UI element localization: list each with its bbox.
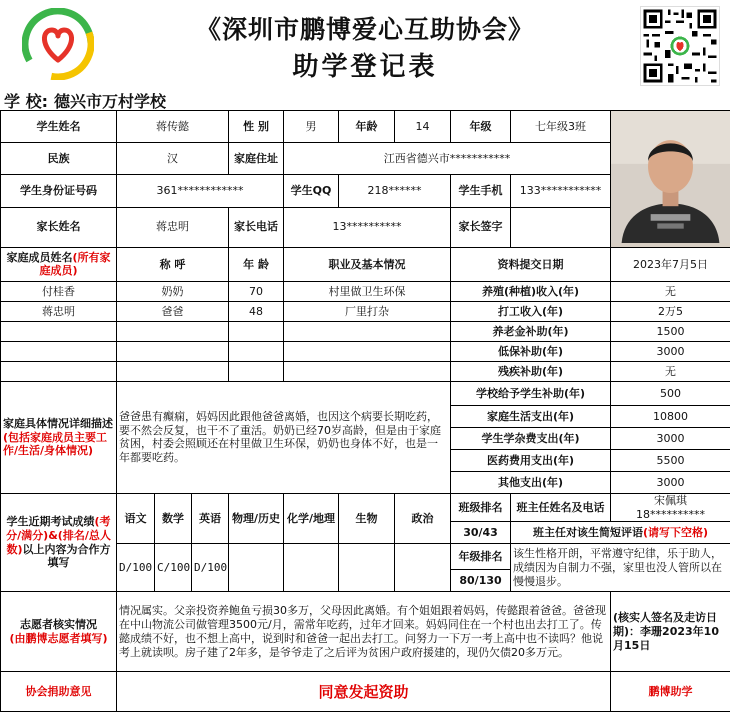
finance-value-8[interactable]: 3000 xyxy=(611,427,730,449)
member-3-age[interactable] xyxy=(229,321,284,341)
finance-value-7[interactable]: 10800 xyxy=(611,405,730,427)
title-line2: 助学登记表 xyxy=(292,52,438,82)
member-2-age[interactable]: 48 xyxy=(229,301,284,321)
volunteer-label xyxy=(1,592,117,672)
address-label: 家庭住址 xyxy=(229,143,284,175)
member-5-relation[interactable] xyxy=(117,361,229,381)
member-4-name[interactable] xyxy=(1,341,117,361)
exam-label xyxy=(1,493,117,592)
situation-label xyxy=(1,381,117,493)
member-4-relation[interactable] xyxy=(117,341,229,361)
score-politics[interactable] xyxy=(395,544,451,592)
situation-description[interactable]: 爸爸患有癫痫，妈妈因此跟他爸爸离婚，也因这个病要长期吃药，要不然会反复，也干不了重活。奶奶已经70岁高龄，但是由于家庭贫困，村委会照顾还在村里做卫生环保，奶奶也身体不好，也是一年都要吃药。 xyxy=(117,381,451,493)
member-1-age[interactable]: 70 xyxy=(229,281,284,301)
score-math[interactable]: C/100 xyxy=(155,544,192,592)
parent-phone[interactable]: 13********** xyxy=(284,207,451,247)
volunteer-report[interactable]: 情况属实。父亲投资养鲍鱼亏损30多万，父母因此离婚。有个姐姐跟着妈妈，传懿跟着爸爸。爸爸现在中山物流公司做管理3500元/月，需常年吃药，过年才回来。妈妈同住在一个村也出去打工了。传懿成绩不好，也不想上高中，说到时和爸爸一起出去打工。问努力一下万一考上高中也不读吗？他说考上就读呗。房子建了2年多，是爷爷走了之后评为贫困户政府援建的，现仍欠债20多万元。 xyxy=(117,592,611,672)
member-5-name[interactable] xyxy=(1,361,117,381)
family-label-note: (所有家庭成员) xyxy=(39,250,111,278)
comment-label xyxy=(511,522,730,544)
grade[interactable]: 七年级3班 xyxy=(511,111,611,143)
student-name[interactable]: 蒋传懿 xyxy=(117,111,229,143)
phone-label: 学生手机 xyxy=(451,175,511,207)
member-3-job[interactable] xyxy=(284,321,451,341)
situation-label-text: 家庭具体情况详细描述 xyxy=(3,416,113,430)
finance-value-9[interactable]: 5500 xyxy=(611,449,730,471)
subject-chinese: 语文 xyxy=(117,493,155,544)
finance-label-3: 养老金补助(年) xyxy=(451,321,611,341)
student-name-label: 学生姓名 xyxy=(1,111,117,143)
association-opinion-label: 协会捐助意见 xyxy=(1,672,117,712)
family-members-label xyxy=(1,247,117,281)
member-2-job[interactable]: 厂里打杂 xyxy=(284,301,451,321)
subject-physics-history: 物理/历史 xyxy=(229,493,284,544)
teacher-name: 宋佩琪 xyxy=(654,493,688,507)
score-chinese[interactable]: D/100 xyxy=(117,544,155,592)
gender-label: 性 别 xyxy=(229,111,284,143)
age-label: 年龄 xyxy=(339,111,395,143)
school-label: 学 校: xyxy=(4,92,48,111)
member-2-relation[interactable]: 爸爸 xyxy=(117,301,229,321)
finance-label-8: 学生学杂费支出(年) xyxy=(451,427,611,449)
score-biology[interactable] xyxy=(339,544,395,592)
parent-sign[interactable] xyxy=(511,207,611,247)
member-2-name[interactable]: 蒋忠明 xyxy=(1,301,117,321)
id-number[interactable]: 361************ xyxy=(117,175,284,207)
finance-value-3[interactable]: 1500 xyxy=(611,321,730,341)
association-opinion[interactable]: 同意发起资助 xyxy=(117,672,611,712)
finance-value-2[interactable]: 2万5 xyxy=(611,301,730,321)
student-photo xyxy=(611,111,730,248)
class-rank-label: 班级排名 xyxy=(451,493,511,522)
gender[interactable]: 男 xyxy=(284,111,339,143)
situation-label-note: (包括家庭成员主要工作/生活/身体情况) xyxy=(3,430,108,458)
member-4-job[interactable] xyxy=(284,341,451,361)
member-3-name[interactable] xyxy=(1,321,117,341)
finance-label-10: 其他支出(年) xyxy=(451,471,611,493)
qq-label: 学生QQ xyxy=(284,175,339,207)
family-col-job: 职业及基本情况 xyxy=(284,247,451,281)
score-english[interactable]: D/100 xyxy=(192,544,229,592)
member-1-job[interactable]: 村里做卫生环保 xyxy=(284,281,451,301)
parent-name-label: 家长姓名 xyxy=(1,207,117,247)
qr-code-icon[interactable] xyxy=(640,6,720,86)
association-logo xyxy=(22,8,94,80)
parent-sign-label: 家长签字 xyxy=(451,207,511,247)
finance-label-5: 残疾补助(年) xyxy=(451,361,611,381)
teacher-contact[interactable] xyxy=(611,493,730,522)
parent-name[interactable]: 蒋忠明 xyxy=(117,207,229,247)
exam-label-text: 学生近期考试成绩 xyxy=(6,515,95,529)
qq[interactable]: 218****** xyxy=(339,175,451,207)
registration-form xyxy=(0,110,730,712)
title-line1: 《深圳市鹏博爱心互助协会》 xyxy=(195,15,534,44)
subject-biology: 生物 xyxy=(339,493,395,544)
subject-math: 数学 xyxy=(155,493,192,544)
score-physics-history[interactable] xyxy=(229,544,284,592)
teacher-label: 班主任姓名及电话 xyxy=(511,493,611,522)
volunteer-label-text: 志愿者核实情况 xyxy=(20,618,97,632)
association-signature: 鹏博助学 xyxy=(611,672,730,712)
teacher-phone: 18********** xyxy=(636,507,706,521)
class-rank[interactable]: 30/43 xyxy=(451,522,511,544)
ethnicity[interactable]: 汉 xyxy=(117,143,229,175)
member-3-relation[interactable] xyxy=(117,321,229,341)
finance-label-9: 医药费用支出(年) xyxy=(451,449,611,471)
finance-value-10[interactable]: 3000 xyxy=(611,471,730,493)
member-5-job[interactable] xyxy=(284,361,451,381)
submit-date[interactable]: 2023年7月5日 xyxy=(611,247,730,281)
finance-label-4: 低保补助(年) xyxy=(451,341,611,361)
subject-english: 英语 xyxy=(192,493,229,544)
grade-rank[interactable]: 80/130 xyxy=(451,570,511,592)
header xyxy=(0,0,730,88)
visit-info[interactable]: (核实人签名及走访日期)：李珊2023年10月15日 xyxy=(611,592,730,672)
subject-chemistry-geography: 化学/地理 xyxy=(284,493,339,544)
finance-value-1[interactable]: 无 xyxy=(611,281,730,301)
member-1-relation[interactable]: 奶奶 xyxy=(117,281,229,301)
exam-label-note: (考分/满分)&(排名/总人数) xyxy=(6,515,111,556)
phone[interactable]: 133*********** xyxy=(511,175,611,207)
finance-value-6[interactable]: 500 xyxy=(611,381,730,405)
id-label: 学生身份证号码 xyxy=(1,175,117,207)
comment-label-note: (请写下空格) xyxy=(643,526,709,540)
student-photo-image xyxy=(611,111,730,243)
member-1-name[interactable]: 付桂香 xyxy=(1,281,117,301)
school-line xyxy=(4,89,172,112)
age[interactable]: 14 xyxy=(395,111,451,143)
finance-value-4[interactable]: 3000 xyxy=(611,341,730,361)
finance-label-6: 学校给予学生补助(年) xyxy=(451,381,611,405)
teacher-comment[interactable]: 该生性格开朗，平常遵守纪律，乐于助人，成绩因为自制力不强，家里也没人管所以在慢慢退步。 xyxy=(511,544,730,592)
volunteer-label-note: (由鹏博志愿者填写) xyxy=(9,631,108,645)
school-name: 德兴市万村学校 xyxy=(53,92,166,111)
parent-phone-label: 家长电话 xyxy=(229,207,284,247)
address[interactable]: 江西省德兴市*********** xyxy=(284,143,611,175)
member-4-age[interactable] xyxy=(229,341,284,361)
family-col-relation: 称 呼 xyxy=(117,247,229,281)
ethnicity-label: 民族 xyxy=(1,143,117,175)
finance-label-2: 打工收入(年) xyxy=(451,301,611,321)
finance-value-5[interactable]: 无 xyxy=(611,361,730,381)
family-label-text: 家庭成员姓名 xyxy=(6,250,73,264)
grade-rank-label: 年级排名 xyxy=(451,544,511,570)
comment-label-text: 班主任对该生简短评语 xyxy=(533,526,643,540)
family-col-age: 年 龄 xyxy=(229,247,284,281)
submit-date-label: 资料提交日期 xyxy=(451,247,611,281)
member-5-age[interactable] xyxy=(229,361,284,381)
subject-politics: 政治 xyxy=(395,493,451,544)
grade-label: 年级 xyxy=(451,111,511,143)
finance-label-1: 养殖(种植)收入(年) xyxy=(451,281,611,301)
score-chemistry-geography[interactable] xyxy=(284,544,339,592)
exam-label-text2: 以上内容为合作方填写 xyxy=(22,542,111,570)
finance-label-7: 家庭生活支出(年) xyxy=(451,405,611,427)
